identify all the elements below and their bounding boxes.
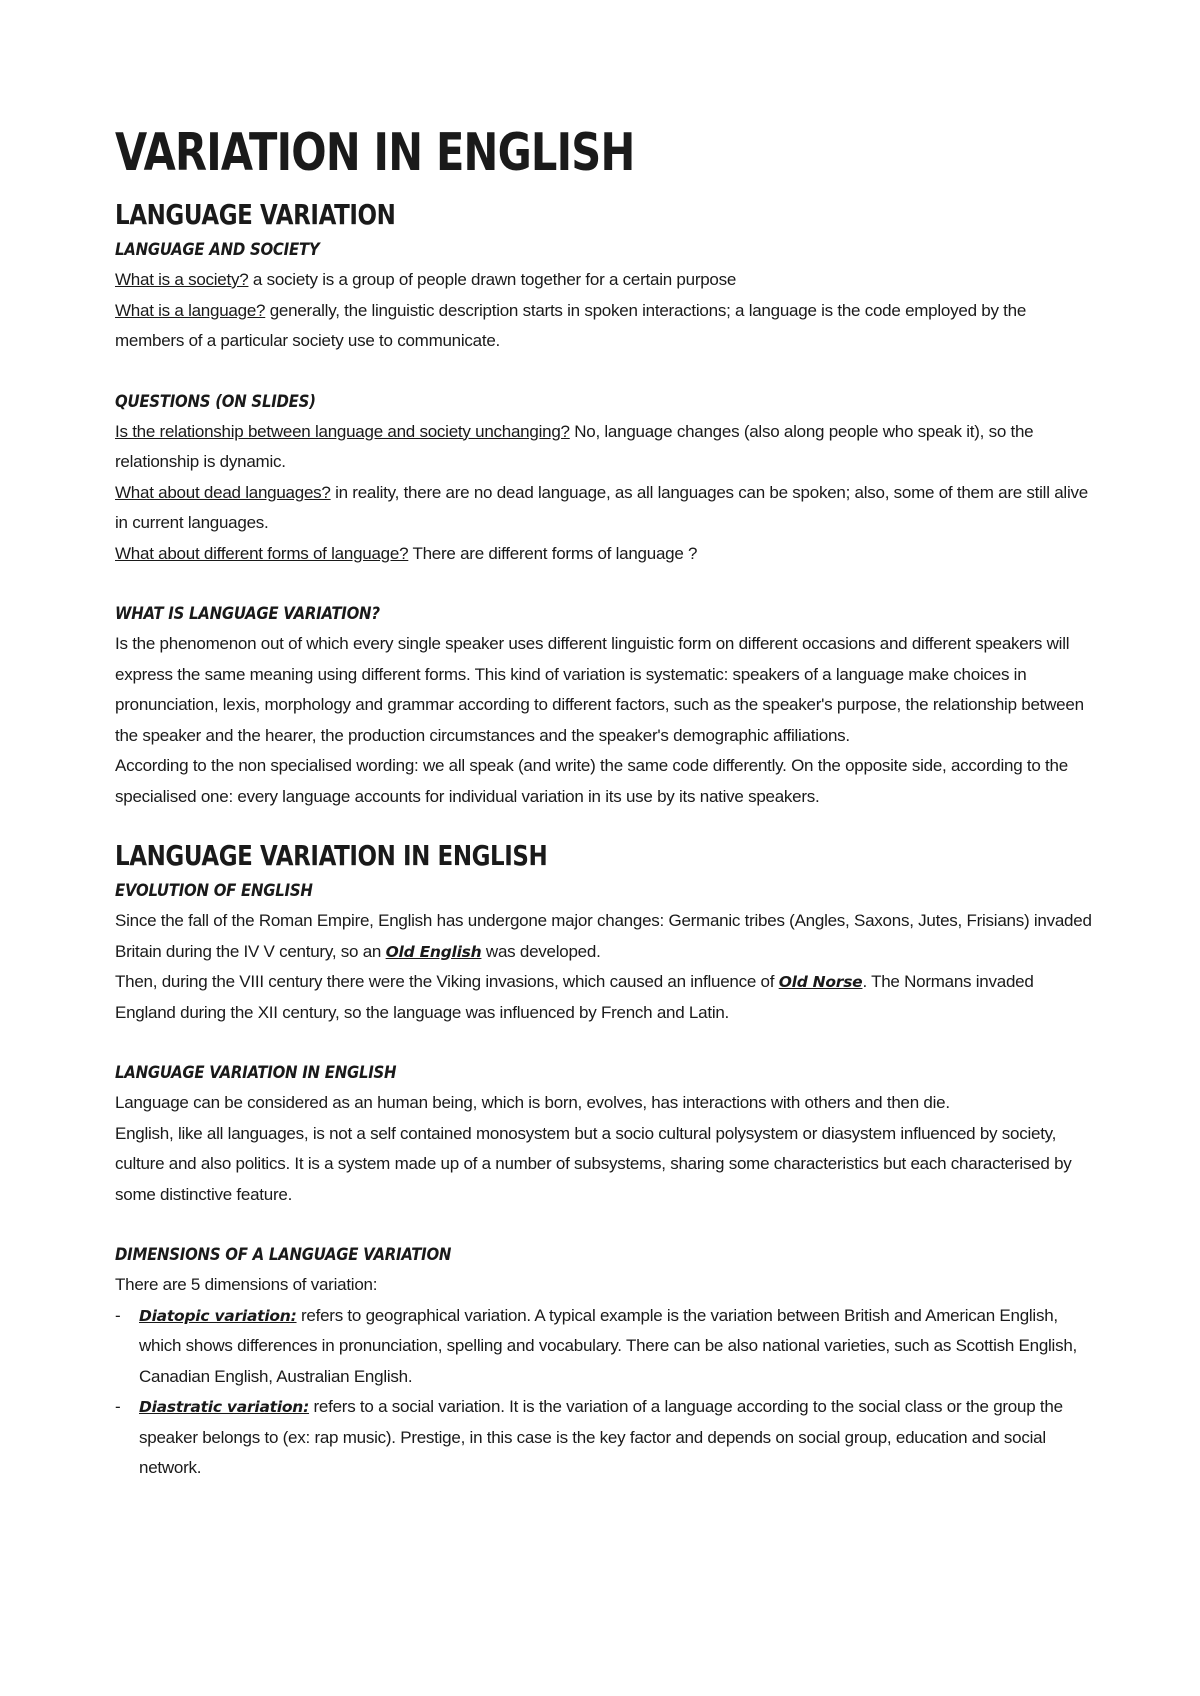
dimensions-list: [115, 1301, 1095, 1484]
evolution-text-part3: Then, during the VIII century there were the Viking invasions, which caused an influence of: [115, 972, 779, 991]
answer-dead-languages: in reality, there are no dead language, as all languages can be spoken; also, some of them are still alive in current languages.: [115, 482, 1088, 532]
document-title: VARIATION IN ENGLISH: [115, 123, 635, 183]
diatopic-description: refers to geographical variation. A typical example is the variation between British and American English, which shows differences in pronunciation, spelling and vocabulary. There can be also national varieties, such as Scottish English, Canadian English, Australian English.: [139, 1305, 1078, 1386]
question-relationship: Is the relationship between language and society unchanging?: [115, 421, 570, 441]
list-item-diatopic: [115, 1301, 1095, 1393]
answer-what-is-language: generally, the linguistic description starts in spoken interactions; a language is the code employed by the members of a particular society use to communicate.: [115, 300, 1027, 350]
question-what-is-society: What is a society?: [115, 270, 249, 289]
paragraph-question-different-forms: [115, 539, 1095, 570]
paragraph-dimensions-intro: There are 5 dimensions of variation:: [115, 1275, 378, 1294]
section-heading-language-variation: LANGUAGE VARIATION: [115, 198, 396, 231]
term-diastratic-variation: Diastratic variation:: [139, 1398, 310, 1416]
subheading-language-variation-in-english: LANGUAGE VARIATION IN ENGLISH: [115, 1063, 397, 1083]
question-what-is-language: What is a language?: [115, 300, 266, 320]
paragraph-polysystem: English, like all languages, is not a self contained monosystem but a socio cultural polysystem or diasystem influenced by society, culture and also politics. It is a system made up of a number of subsystems, sharing some characteristics but each characterised by some distinctive feature.: [115, 1123, 1072, 1204]
paragraph-question-dead-languages: [115, 478, 1095, 539]
subheading-what-is-language-variation: WHAT IS LANGUAGE VARIATION?: [115, 604, 380, 624]
section-heading-language-variation-in-english: LANGUAGE VARIATION IN ENGLISH: [115, 839, 548, 872]
bullet-dash: -: [115, 1397, 121, 1416]
term-old-norse: Old Norse: [778, 973, 863, 991]
bullet-dash: -: [115, 1305, 121, 1325]
paragraph-evolution-old-norse: [115, 967, 1095, 1028]
paragraph-evolution-old-english: [115, 906, 1095, 967]
answer-what-is-society: a society is a group of people drawn together for a certain purpose: [248, 270, 737, 289]
question-different-forms: What about different forms of language?: [115, 543, 409, 563]
subheading-dimensions-of-variation: DIMENSIONS OF A LANGUAGE VARIATION: [115, 1245, 452, 1265]
paragraph-human-being: Language can be considered as an human being, which is born, evolves, has interactions with others and then die.: [115, 1093, 950, 1112]
paragraph-language-definition: [115, 296, 1095, 357]
evolution-text-part4: . The Normans invaded England during the XII century, so the language was influenced by French and Latin.: [115, 972, 1034, 1022]
diastratic-description: refers to a social variation. It is the variation of a language according to the social class or the group the speaker belongs to (ex: rap music). Prestige, in this case is the key factor and depends on social group, education and social network.: [139, 1397, 1063, 1477]
evolution-text-part2: was developed.: [481, 941, 601, 961]
evolution-text-part1: Since the fall of the Roman Empire, English has undergone major changes: Germanic tribes (Angles, Saxons, Jutes, Frisians) invaded Britain during the IV V century, so an: [115, 911, 1092, 961]
paragraph-society-definition: [115, 265, 1095, 296]
paragraph-question-relationship: [115, 417, 1095, 478]
document-page: [115, 115, 1095, 1484]
subheading-language-and-society: LANGUAGE AND SOCIETY: [115, 240, 320, 260]
list-item-diastratic: [115, 1392, 1095, 1484]
term-diatopic-variation: Diatopic variation:: [139, 1306, 297, 1325]
subheading-questions-on-slides: QUESTIONS (ON SLIDES): [115, 391, 316, 412]
subheading-evolution-of-english: EVOLUTION OF ENGLISH: [115, 881, 313, 901]
question-dead-languages: What about dead languages?: [115, 482, 331, 502]
paragraph-variation-wording: According to the non specialised wording: we all speak (and write) the same code differently. On the opposite side, according to the specialised one: every language accounts for individual variation in its use by its native speakers.: [115, 756, 1068, 806]
paragraph-variation-definition: Is the phenomenon out of which every single speaker uses different linguistic form on different occasions and different speakers will express the same meaning using different forms. This kind of variation is systematic: speakers of a language make choices in pronunciation, lexis, morphology and grammar according to different factors, such as the speaker's purpose, the relationship between the speaker and the hearer, the production circumstances and the speaker's demographic affiliations.: [115, 634, 1084, 745]
answer-relationship: No, language changes (also along people who speak it), so the relationship is dynamic.: [115, 421, 1034, 471]
answer-different-forms: There are different forms of language ?: [408, 543, 698, 563]
term-old-english: Old English: [385, 942, 482, 961]
